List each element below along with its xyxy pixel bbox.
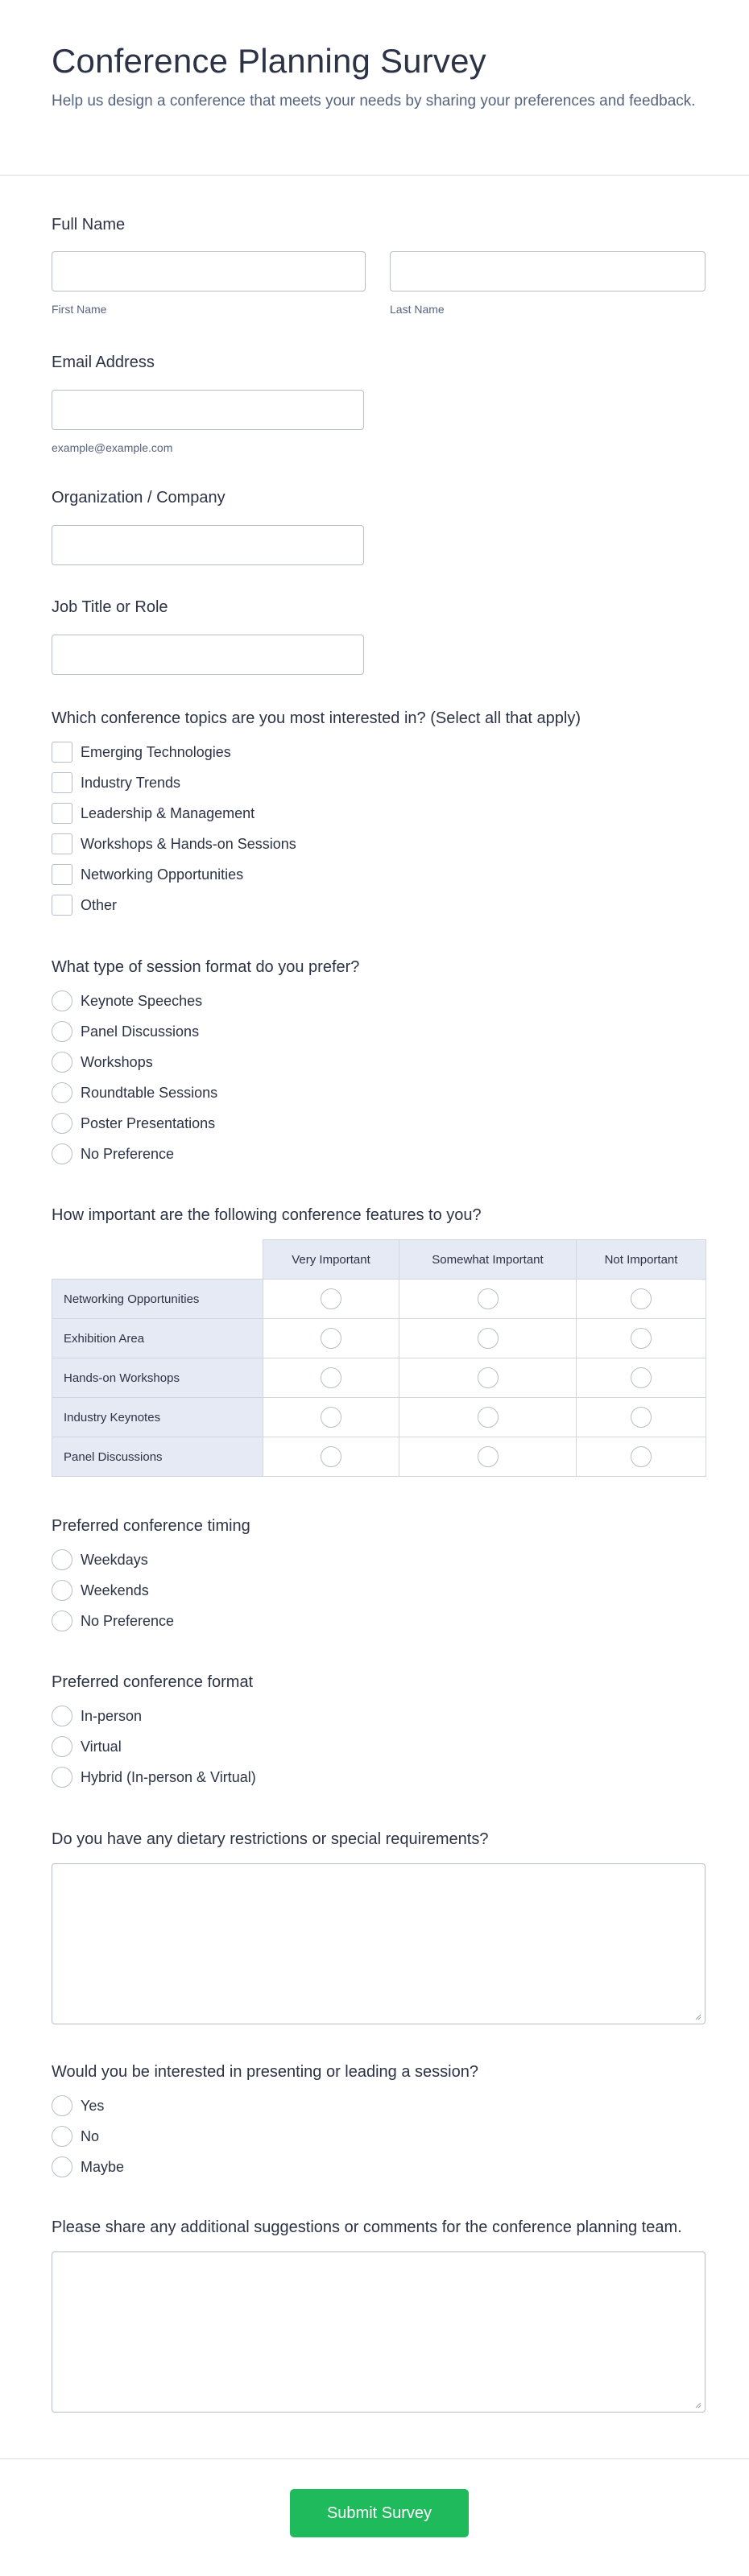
organization-input[interactable] xyxy=(52,525,364,565)
session-option[interactable] xyxy=(52,1077,359,1108)
radio[interactable] xyxy=(478,1288,499,1309)
option-label: No Preference xyxy=(81,1145,175,1162)
matrix-cell[interactable] xyxy=(399,1319,577,1358)
comments-textarea[interactable] xyxy=(52,2251,706,2413)
radio[interactable] xyxy=(321,1407,341,1428)
matrix-row xyxy=(52,1319,706,1358)
presenting-option[interactable] xyxy=(52,2152,478,2182)
radio[interactable] xyxy=(52,1580,72,1601)
presenting-option[interactable] xyxy=(52,2121,478,2152)
matrix-cell[interactable] xyxy=(263,1437,399,1477)
format-option[interactable] xyxy=(52,1701,256,1731)
email-input[interactable] xyxy=(52,390,364,430)
first-name-sublabel: First Name xyxy=(52,303,107,316)
session-option[interactable] xyxy=(52,986,359,1016)
last-name-input[interactable] xyxy=(390,251,706,292)
topic-option[interactable] xyxy=(52,829,581,859)
topics-label: Which conference topics are you most interested in? (Select all that apply) xyxy=(52,709,581,727)
matrix-cell[interactable] xyxy=(577,1398,706,1437)
option-label: Emerging Technologies xyxy=(81,743,231,760)
option-label: Hybrid (In-person & Virtual) xyxy=(81,1768,256,1785)
session-option[interactable] xyxy=(52,1016,359,1047)
matrix-row-label: Exhibition Area xyxy=(52,1319,263,1358)
radio[interactable] xyxy=(52,990,72,1011)
matrix-row xyxy=(52,1358,706,1398)
topics-options xyxy=(52,737,581,920)
matrix-cell[interactable] xyxy=(577,1319,706,1358)
session-option[interactable] xyxy=(52,1047,359,1077)
option-label: No Preference xyxy=(81,1612,175,1629)
option-label: Roundtable Sessions xyxy=(81,1084,218,1101)
presenting-label: Would you be interested in presenting or leading a session? xyxy=(52,2063,478,2081)
radio[interactable] xyxy=(631,1288,652,1309)
timing-label: Preferred conference timing xyxy=(52,1517,250,1535)
dietary-label: Do you have any dietary restrictions or special requirements? xyxy=(52,1830,489,1848)
full-name-section xyxy=(52,214,125,235)
radio[interactable] xyxy=(52,1082,72,1103)
session-format-options xyxy=(52,986,359,1169)
timing-option[interactable] xyxy=(52,1606,250,1636)
radio[interactable] xyxy=(52,1052,72,1073)
matrix-column-header: Not Important xyxy=(577,1240,706,1280)
option-label: Yes xyxy=(81,2097,105,2114)
radio[interactable] xyxy=(478,1407,499,1428)
timing-option[interactable] xyxy=(52,1575,250,1606)
radio[interactable] xyxy=(52,1736,72,1757)
matrix-column-header: Very Important xyxy=(263,1240,399,1280)
format-label: Preferred conference format xyxy=(52,1673,254,1691)
radio[interactable] xyxy=(52,2126,72,2147)
matrix-column-header: Somewhat Important xyxy=(399,1240,577,1280)
session-format-section xyxy=(52,957,359,1169)
presenting-options xyxy=(52,2090,478,2182)
radio[interactable] xyxy=(321,1446,341,1467)
comments-section xyxy=(52,2218,706,2413)
option-label: Networking Opportunities xyxy=(81,866,244,883)
radio[interactable] xyxy=(52,1113,72,1134)
features-label: How important are the following conference features to you? xyxy=(52,1206,482,1224)
last-name-group xyxy=(390,251,706,316)
form-footer xyxy=(0,2458,749,2576)
matrix-cell[interactable] xyxy=(399,1280,577,1319)
matrix-row-label: Networking Opportunities xyxy=(52,1280,263,1319)
checkbox[interactable] xyxy=(52,772,72,793)
radio[interactable] xyxy=(52,1767,72,1788)
radio[interactable] xyxy=(478,1328,499,1349)
job-title-input[interactable] xyxy=(52,635,364,675)
job-title-label: Job Title or Role xyxy=(52,598,168,616)
format-section xyxy=(52,1672,256,1792)
option-label: Leadership & Management xyxy=(81,804,255,821)
matrix-row-label: Hands-on Workshops xyxy=(52,1358,263,1398)
checkbox[interactable] xyxy=(52,803,72,824)
radio[interactable] xyxy=(52,1706,72,1726)
full-name-label: Full Name xyxy=(52,216,126,234)
checkbox[interactable] xyxy=(52,833,72,854)
radio[interactable] xyxy=(52,1143,72,1164)
radio[interactable] xyxy=(631,1446,652,1467)
topic-option[interactable] xyxy=(52,767,581,798)
option-label: No xyxy=(81,2127,100,2144)
presenting-option[interactable] xyxy=(52,2090,478,2121)
form-header xyxy=(0,0,749,176)
radio[interactable] xyxy=(478,1367,499,1388)
first-name-input[interactable] xyxy=(52,251,366,292)
option-label: Workshops xyxy=(81,1053,153,1070)
page-title: Conference Planning Survey xyxy=(52,42,486,80)
matrix-row xyxy=(52,1437,706,1477)
timing-options xyxy=(52,1544,250,1636)
timing-option[interactable] xyxy=(52,1544,250,1575)
matrix-row xyxy=(52,1280,706,1319)
matrix-cell[interactable] xyxy=(263,1398,399,1437)
matrix-cell[interactable] xyxy=(577,1358,706,1398)
checkbox[interactable] xyxy=(52,742,72,763)
session-format-label: What type of session format do you prefer? xyxy=(52,958,360,976)
email-label: Email Address xyxy=(52,354,155,371)
dietary-textarea[interactable] xyxy=(52,1863,706,2024)
resize-grip-icon[interactable] xyxy=(693,2400,701,2409)
radio[interactable] xyxy=(631,1328,652,1349)
topic-option[interactable] xyxy=(52,859,581,890)
topic-option[interactable] xyxy=(52,798,581,829)
format-option[interactable] xyxy=(52,1731,256,1762)
radio[interactable] xyxy=(321,1367,341,1388)
option-label: Industry Trends xyxy=(81,774,181,791)
radio[interactable] xyxy=(631,1367,652,1388)
matrix-row-label: Industry Keynotes xyxy=(52,1398,263,1437)
radio[interactable] xyxy=(52,1021,72,1042)
organization-section xyxy=(52,487,364,565)
matrix-cell[interactable] xyxy=(263,1319,399,1358)
format-options xyxy=(52,1701,256,1792)
organization-label: Organization / Company xyxy=(52,489,226,507)
radio[interactable] xyxy=(52,2156,72,2177)
option-label: In-person xyxy=(81,1707,143,1724)
topics-section xyxy=(52,708,581,920)
radio[interactable] xyxy=(478,1446,499,1467)
matrix-cell[interactable] xyxy=(263,1280,399,1319)
matrix-cell[interactable] xyxy=(577,1280,706,1319)
first-name-group xyxy=(52,251,366,316)
matrix-cell[interactable] xyxy=(263,1358,399,1398)
comments-label: Please share any additional suggestions or comments for the conference planning team. xyxy=(52,2218,682,2236)
matrix-cell[interactable] xyxy=(399,1437,577,1477)
dietary-section xyxy=(52,1829,706,2024)
option-label: Other xyxy=(81,896,118,913)
radio[interactable] xyxy=(321,1328,341,1349)
matrix-cell[interactable] xyxy=(399,1358,577,1398)
checkbox[interactable] xyxy=(52,895,72,916)
format-option[interactable] xyxy=(52,1762,256,1792)
option-label: Weekdays xyxy=(81,1551,148,1568)
radio[interactable] xyxy=(52,1611,72,1631)
timing-section xyxy=(52,1515,250,1636)
session-option[interactable] xyxy=(52,1139,359,1169)
option-label: Weekends xyxy=(81,1582,149,1598)
option-label: Maybe xyxy=(81,2158,125,2175)
resize-grip-icon[interactable] xyxy=(693,2012,701,2020)
option-label: Keynote Speeches xyxy=(81,992,203,1009)
features-matrix xyxy=(52,1239,706,1477)
email-sublabel: example@example.com xyxy=(52,441,173,454)
option-label: Poster Presentations xyxy=(81,1114,216,1131)
session-option[interactable] xyxy=(52,1108,359,1139)
features-section xyxy=(52,1205,482,1226)
checkbox[interactable] xyxy=(52,864,72,885)
option-label: Workshops & Hands-on Sessions xyxy=(81,835,296,852)
matrix-cell[interactable] xyxy=(399,1398,577,1437)
job-title-section xyxy=(52,597,364,675)
matrix-corner xyxy=(52,1240,263,1280)
radio[interactable] xyxy=(52,1549,72,1570)
radio[interactable] xyxy=(52,2095,72,2116)
matrix-row-label: Panel Discussions xyxy=(52,1437,263,1477)
option-label: Panel Discussions xyxy=(81,1023,200,1040)
radio[interactable] xyxy=(631,1407,652,1428)
radio[interactable] xyxy=(321,1288,341,1309)
page-subtitle: Help us design a conference that meets your needs by sharing your preferences and feedback. xyxy=(52,93,696,110)
matrix-row xyxy=(52,1398,706,1437)
email-section xyxy=(52,352,364,454)
submit-button[interactable]: Submit Survey xyxy=(290,2489,469,2537)
matrix-cell[interactable] xyxy=(577,1437,706,1477)
option-label: Virtual xyxy=(81,1738,122,1755)
topic-option[interactable] xyxy=(52,737,581,767)
presenting-section xyxy=(52,2061,478,2182)
last-name-sublabel: Last Name xyxy=(390,303,445,316)
topic-option[interactable] xyxy=(52,890,581,920)
